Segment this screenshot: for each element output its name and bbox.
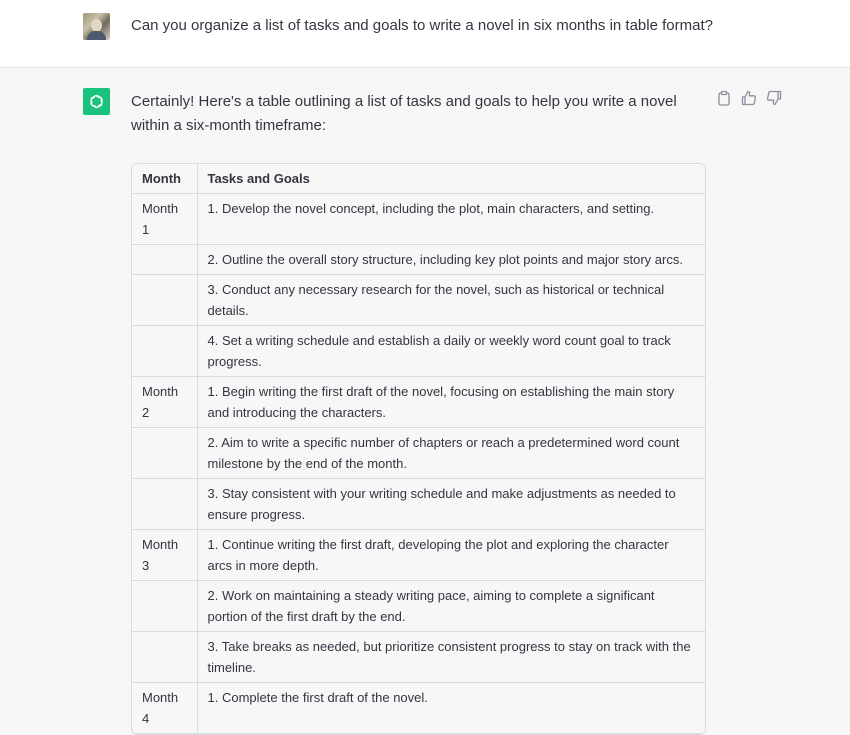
month-cell (132, 275, 197, 326)
assistant-message-row (0, 68, 850, 726)
table-row (132, 194, 705, 245)
table-row (132, 581, 705, 632)
column-header-tasks: Tasks and Goals (197, 164, 705, 194)
thumbs-down-icon[interactable] (766, 90, 782, 106)
tasks-table (131, 163, 706, 735)
task-cell: 4. Set a writing schedule and establish a daily or weekly word count goal to track progress. (197, 326, 705, 377)
table-row (132, 377, 705, 428)
assistant-intro-text: Certainly! Here's a table outlining a list of tasks and goals to help you write a novel within a six-month timeframe: (131, 93, 677, 134)
table-row (132, 275, 705, 326)
month-cell: Month 3 (132, 530, 197, 581)
month-cell: Month 1 (132, 194, 197, 245)
table-header-row (132, 164, 705, 194)
task-cell: 2. Outline the overall story structure, including key plot points and major story arcs. (197, 245, 705, 275)
table-row (132, 683, 705, 734)
month-cell (132, 245, 197, 275)
table-row (132, 632, 705, 683)
table-row (132, 479, 705, 530)
task-cell: 3. Stay consistent with your writing schedule and make adjustments as needed to ensure progress. (197, 479, 705, 530)
month-cell (132, 479, 197, 530)
column-header-month: Month (132, 164, 197, 194)
user-message-row (0, 0, 850, 68)
task-cell: 2. Aim to write a specific number of chapters or reach a predetermined word count milestone by the end of the month. (197, 428, 705, 479)
task-cell: 1. Continue writing the first draft, developing the plot and exploring the character arcs in more depth. (197, 530, 705, 581)
task-cell: 3. Take breaks as needed, but prioritize consistent progress to stay on track with the timeline. (197, 632, 705, 683)
clipboard-icon[interactable] (716, 90, 732, 106)
table-row (132, 530, 705, 581)
month-cell (132, 428, 197, 479)
month-cell (132, 632, 197, 683)
message-actions (716, 90, 782, 106)
user-avatar (83, 13, 110, 40)
month-cell (132, 326, 197, 377)
task-cell: 3. Conduct any necessary research for the novel, such as historical or technical details. (197, 275, 705, 326)
task-cell: 2. Work on maintaining a steady writing pace, aiming to complete a significant portion of the first draft by the end. (197, 581, 705, 632)
user-message-text: Can you organize a list of tasks and goals to write a novel in six months in table format? (131, 17, 713, 34)
month-cell: Month 2 (132, 377, 197, 428)
month-cell (132, 581, 197, 632)
table-row (132, 428, 705, 479)
openai-logo-icon (83, 88, 110, 115)
thumbs-up-icon[interactable] (741, 90, 757, 106)
task-cell: 1. Begin writing the first draft of the novel, focusing on establishing the main story and introducing the characters. (197, 377, 705, 428)
table-row (132, 245, 705, 275)
task-cell: 1. Complete the first draft of the novel. (197, 683, 705, 734)
table-row (132, 326, 705, 377)
month-cell: Month 4 (132, 683, 197, 734)
task-cell: 1. Develop the novel concept, including the plot, main characters, and setting. (197, 194, 705, 245)
